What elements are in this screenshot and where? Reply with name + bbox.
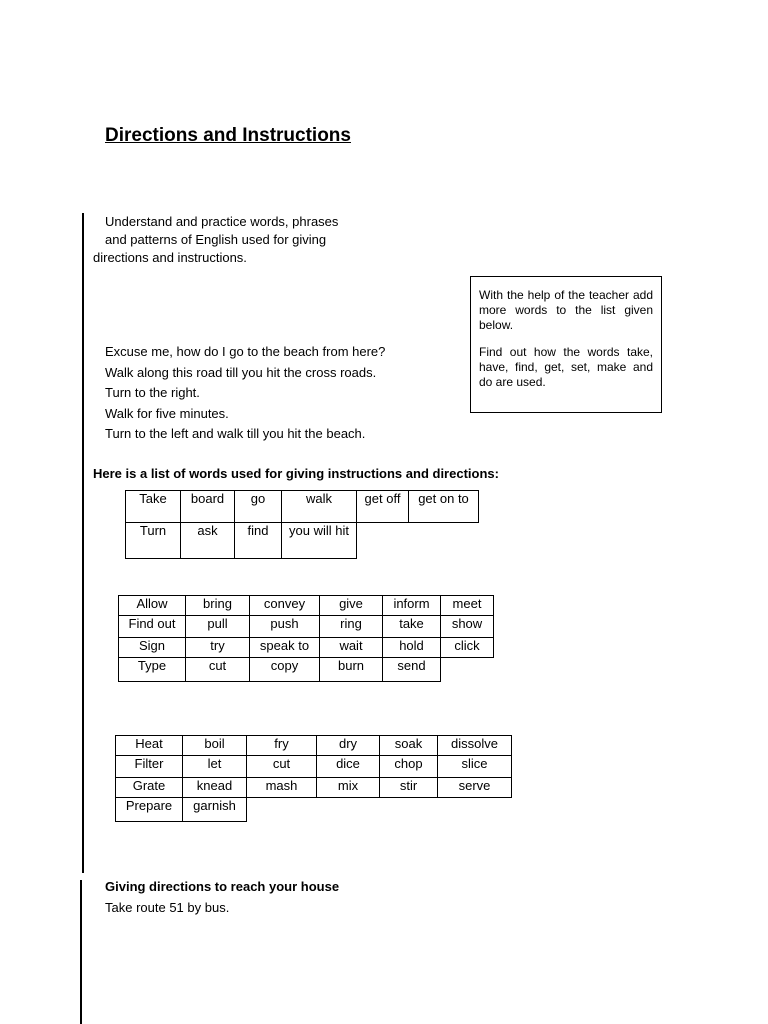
word-cell: dissolve [438,736,512,756]
word-cell: bring [186,596,250,616]
word-cell: Allow [119,596,186,616]
word-cell: stir [380,778,438,798]
word-cell: garnish [183,798,247,822]
dialogue-line: Turn to the left and walk till you hit the beach. [105,426,366,441]
margin-line [80,880,82,1024]
intro-line: directions and instructions. [93,250,247,265]
word-cell: soak [380,736,438,756]
empty-cell [409,523,479,559]
word-cell: give [320,596,383,616]
word-cell: chop [380,756,438,778]
word-cell: dice [317,756,380,778]
word-cell: walk [282,491,357,523]
word-cell: go [235,491,282,523]
word-cell: Type [119,658,186,682]
empty-cell [317,798,380,822]
word-cell: find [235,523,282,559]
word-cell: Sign [119,638,186,658]
word-cell: cut [186,658,250,682]
word-cell: you will hit [282,523,357,559]
dialogue-line: Walk for five minutes. [105,405,229,421]
page-title: Directions and Instructions [105,125,351,146]
word-cell: knead [183,778,247,798]
word-cell: speak to [250,638,320,658]
word-cell: boil [183,736,247,756]
word-cell: pull [186,616,250,638]
word-cell: Grate [116,778,183,798]
word-cell: meet [441,596,494,616]
word-cell: mix [317,778,380,798]
word-cell: get on to [409,491,479,523]
empty-cell [441,658,494,682]
instructions-word-table [118,595,494,682]
word-cell: inform [383,596,441,616]
dialogue [105,342,385,445]
word-cell: copy [250,658,320,682]
word-cell: dry [317,736,380,756]
empty-cell [438,798,512,822]
dialogue-line: Turn to the right. [105,385,200,400]
word-cell: slice [438,756,512,778]
word-cell: mash [247,778,317,798]
empty-cell [380,798,438,822]
word-cell: Heat [116,736,183,756]
dialogue-line: Walk along this road till you hit the cross roads. [105,364,377,380]
word-cell: take [383,616,441,638]
word-cell: click [441,638,494,658]
word-cell: board [181,491,235,523]
empty-cell [357,523,409,559]
word-cell: try [186,638,250,658]
word-cell: cut [247,756,317,778]
word-cell: fry [247,736,317,756]
word-cell: serve [438,778,512,798]
word-cell: push [250,616,320,638]
directions-word-table [125,490,479,559]
closing-text: Take route 51 by bus. [105,900,230,915]
teacher-tip-box [470,276,662,413]
word-cell: Find out [119,616,186,638]
empty-cell [247,798,317,822]
word-cell: Turn [126,523,181,559]
intro-paragraph [93,213,338,267]
word-cell: hold [383,638,441,658]
cooking-word-table [115,735,512,822]
word-cell: let [183,756,247,778]
word-cell: convey [250,596,320,616]
margin-line [82,213,84,873]
word-cell: ask [181,523,235,559]
word-cell: burn [320,658,383,682]
word-cell: wait [320,638,383,658]
word-list-heading: Here is a list of words used for giving instructions and directions: [93,466,499,481]
word-cell: send [383,658,441,682]
word-cell: ring [320,616,383,638]
tip-paragraph: With the help of the teacher add more words to the list given below. [479,288,653,332]
word-cell: Prepare [116,798,183,822]
closing-section [105,876,339,918]
tip-paragraph: Find out how the words take, have, find, get, set, make and do are used. [479,345,653,389]
intro-line: Understand and practice words, phrases [105,214,339,229]
word-cell: Filter [116,756,183,778]
word-cell: Take [126,491,181,523]
dialogue-line: Excuse me, how do I go to the beach from here? [105,344,386,359]
word-cell: show [441,616,494,638]
word-cell: get off [357,491,409,523]
closing-heading: Giving directions to reach your house [105,879,340,894]
intro-line: and patterns of English used for giving [105,232,327,247]
